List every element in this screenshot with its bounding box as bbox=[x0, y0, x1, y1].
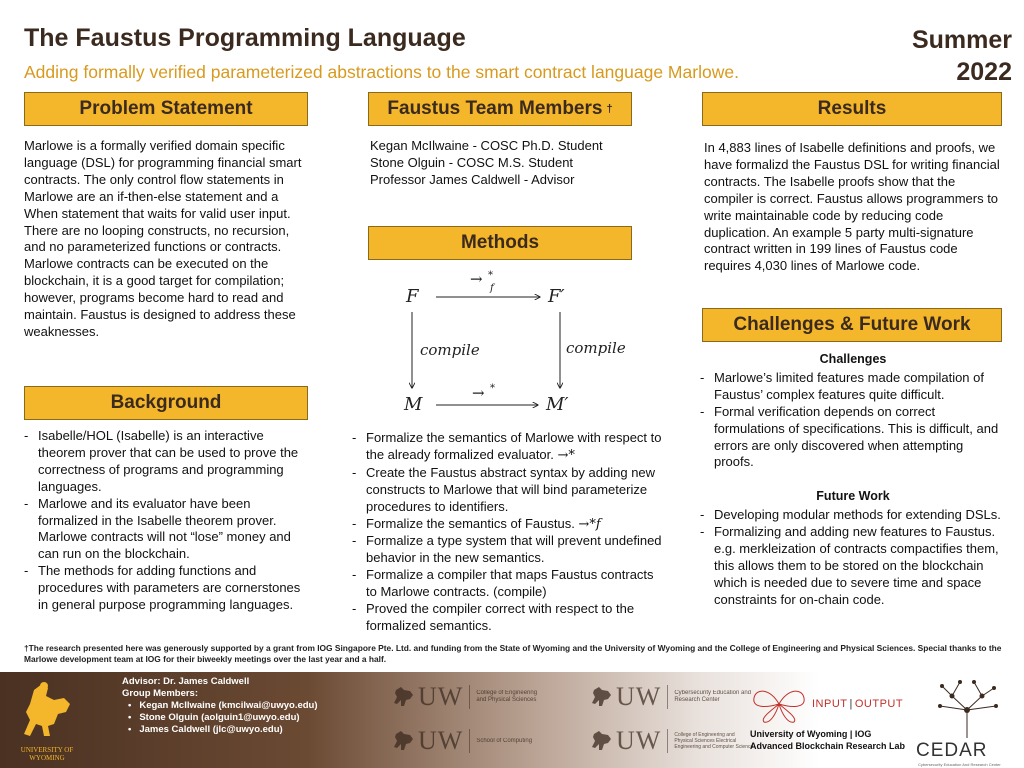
poster-title: The Faustus Programming Language bbox=[24, 24, 466, 52]
diagram-node-m: M bbox=[404, 394, 423, 415]
arrow-star-f-symbol: →*f bbox=[578, 516, 601, 532]
list-item: - Proved the compiler correct with respect to the formalized semantics. bbox=[352, 601, 664, 635]
team-member: Stone Olguin - COSC M.S. Student bbox=[370, 154, 574, 170]
iog-butterfly-icon bbox=[750, 684, 808, 724]
diagram-node-m-prime: M′ bbox=[546, 394, 569, 415]
list-item: - Create the Faustus abstract syntax by adding new constructs to Marlowe that will bind parameterize procedures to identifiers. bbox=[352, 465, 664, 516]
diagram-node-f: F bbox=[406, 286, 419, 307]
problem-body: Marlowe is a formally verified domain specific language (DSL) for programming financial smart contracts. The only control flow statements in Marlowe are an if-then-else statement and a When statement that waits for valid user input. There are no looping constructs, no recursion, and no parameterized functions or contracts. Marlowe contracts can be executed on the blockchain, it is a good target for compilation; however, programs become hard to read and maintain. Faustus is designed to address these weaknesses. bbox=[24, 138, 302, 339]
results-body: In 4,883 lines of Isabelle definitions and proofs, we have formalizd the Faustus DSL for writing financial contracts. The Isabelle proofs show that the compiler is correct. Faustus allows programmers to write maintainable code by reducing code duplication. An example 5 party multi-signature contract written in 199 lines of Faustus code requires 4,030 lines of Marlowe code. bbox=[704, 140, 1000, 274]
methods-heading: Methods bbox=[368, 226, 632, 260]
challenges-list bbox=[700, 370, 1006, 471]
partner-logo-eecs: UW College of Engineering and Physical Sciences Electrical Engineering and Computer Science bbox=[588, 726, 754, 756]
list-item: - Marlowe and its evaluator have been formalized in the Isabelle theorem prover. Marlowe contracts will not “lose” money and can run on the blockchain. bbox=[24, 496, 314, 564]
university-logo bbox=[14, 680, 80, 764]
list-item: - Developing modular methods for extending DSLs. bbox=[700, 507, 1006, 524]
funding-footnote: †The research presented here was generously supported by a grant from IOG Singapore Pte. Ltd. and funding from the State of Wyoming and the University of Wyoming and the College of Engineering and Physical Sciences. Special thanks to the Marlowe development team at IOG for their biweekly meetings over the last year and a half. bbox=[24, 643, 1002, 664]
diagram-label-right: compile bbox=[566, 339, 626, 357]
problem-heading: Problem Statement bbox=[24, 92, 308, 126]
bucking-horse-icon bbox=[390, 684, 416, 710]
list-item: - Isabelle/HOL (Isabelle) is an interactive theorem prover that can be used to prove the correctness of programs and programming languages. bbox=[24, 428, 314, 496]
partner-logo-ceps: UW College of Engineering and Physical Sciences bbox=[390, 682, 544, 712]
diagram-arrow-top-sup: * bbox=[488, 270, 493, 281]
list-item: • Stone Olguin (aolguin1@uwyo.edu) bbox=[128, 712, 318, 724]
contact-block bbox=[122, 676, 318, 736]
list-item: • Kegan McIlwaine (kmcilwai@uwyo.edu) bbox=[128, 700, 318, 712]
background-list bbox=[24, 428, 314, 614]
list-item: - Formalizing and adding new features to Faustus. e.g. merkleization of contracts compactifies them, this allows them to be stored on the blockchain which is needed due to severe time and space constraints for on-chain code. bbox=[700, 524, 1006, 609]
list-item: - Formalize a type system that will prevent undefined behavior in the new semantics. bbox=[352, 533, 664, 567]
advisor-line: Advisor: Dr. James Caldwell bbox=[122, 676, 250, 687]
team-heading: Faustus Team Members † bbox=[368, 92, 632, 126]
season-block bbox=[912, 24, 1012, 88]
diagram-node-f-prime: F′ bbox=[548, 286, 565, 307]
bucking-horse-icon bbox=[14, 680, 80, 744]
list-item: - The methods for adding functions and procedures with parameters are cornerstones in general purpose programming languages. bbox=[24, 563, 314, 614]
list-item: - Formal verification depends on correct formulations of specifications. This is difficult, and errors are only discovered when attempting proofs. bbox=[700, 404, 1006, 472]
challenges-section bbox=[700, 351, 1006, 609]
poster-subtitle: Adding formally verified parameterized abstractions to the smart contract language Marlowe. bbox=[24, 62, 739, 82]
partner-logo-soc: UW School of Computing bbox=[390, 726, 536, 756]
list-item: - Formalize the semantics of Faustus. →*f bbox=[352, 516, 664, 534]
list-item: • James Caldwell (jlc@uwyo.edu) bbox=[128, 724, 318, 736]
challenges-subheading: Challenges bbox=[819, 352, 887, 366]
season-label: Summer bbox=[911, 26, 1012, 54]
background-heading: Background bbox=[24, 386, 308, 420]
team-list bbox=[370, 138, 640, 189]
challenges-heading: Challenges & Future Work bbox=[702, 308, 1002, 342]
list-item: - Marlowe’s limited features made compilation of Faustus’ complex features quite difficult. bbox=[700, 370, 1006, 404]
cedar-subtitle: Cybersecurity Education And Research Center bbox=[918, 762, 1001, 767]
diagram-label-left: compile bbox=[420, 341, 480, 359]
partner-logo-ciesa: UW Cybersecurity Education and Research Center bbox=[588, 682, 754, 712]
methods-list bbox=[352, 430, 664, 635]
team-member: Kegan McIlwaine - COSC Ph.D. Student bbox=[370, 138, 603, 153]
year-label: 2022 bbox=[956, 58, 1012, 86]
list-item: - Formalize a compiler that maps Faustus contracts to Marlowe contracts. (compile) bbox=[352, 567, 664, 601]
diagram-arrow-bottom-sup: * bbox=[490, 383, 495, 394]
group-members-label: Group Members: bbox=[122, 688, 199, 699]
diagram-arrow-top-sub: f bbox=[490, 283, 494, 294]
bucking-horse-icon bbox=[588, 728, 614, 754]
bucking-horse-icon bbox=[390, 728, 416, 754]
iog-wordmark: INPUT | OUTPUT bbox=[812, 698, 904, 710]
university-name: UNIVERSITY OF WYOMING bbox=[20, 746, 74, 762]
results-heading: Results bbox=[702, 92, 1002, 126]
cedar-tree-icon bbox=[930, 676, 1004, 740]
future-work-subheading: Future Work bbox=[816, 489, 890, 504]
list-item: - Formalize the semantics of Marlowe with respect to the already formalized evaluator. →* bbox=[352, 430, 664, 465]
cedar-wordmark: CEDAR bbox=[916, 740, 988, 761]
group-members-list bbox=[128, 700, 318, 736]
iog-lab-label: University of Wyoming | IOG Advanced Blockchain Research Lab bbox=[750, 729, 906, 751]
team-member: Professor James Caldwell - Advisor bbox=[370, 171, 575, 187]
diagram-arrow-top-symbol: → bbox=[470, 270, 483, 288]
arrow-star-symbol: →* bbox=[557, 447, 575, 463]
compiler-commutative-diagram bbox=[400, 268, 650, 418]
diagram-arrow-bottom-symbol: → bbox=[472, 384, 485, 402]
bucking-horse-icon bbox=[588, 684, 614, 710]
future-work-list bbox=[700, 507, 1006, 608]
